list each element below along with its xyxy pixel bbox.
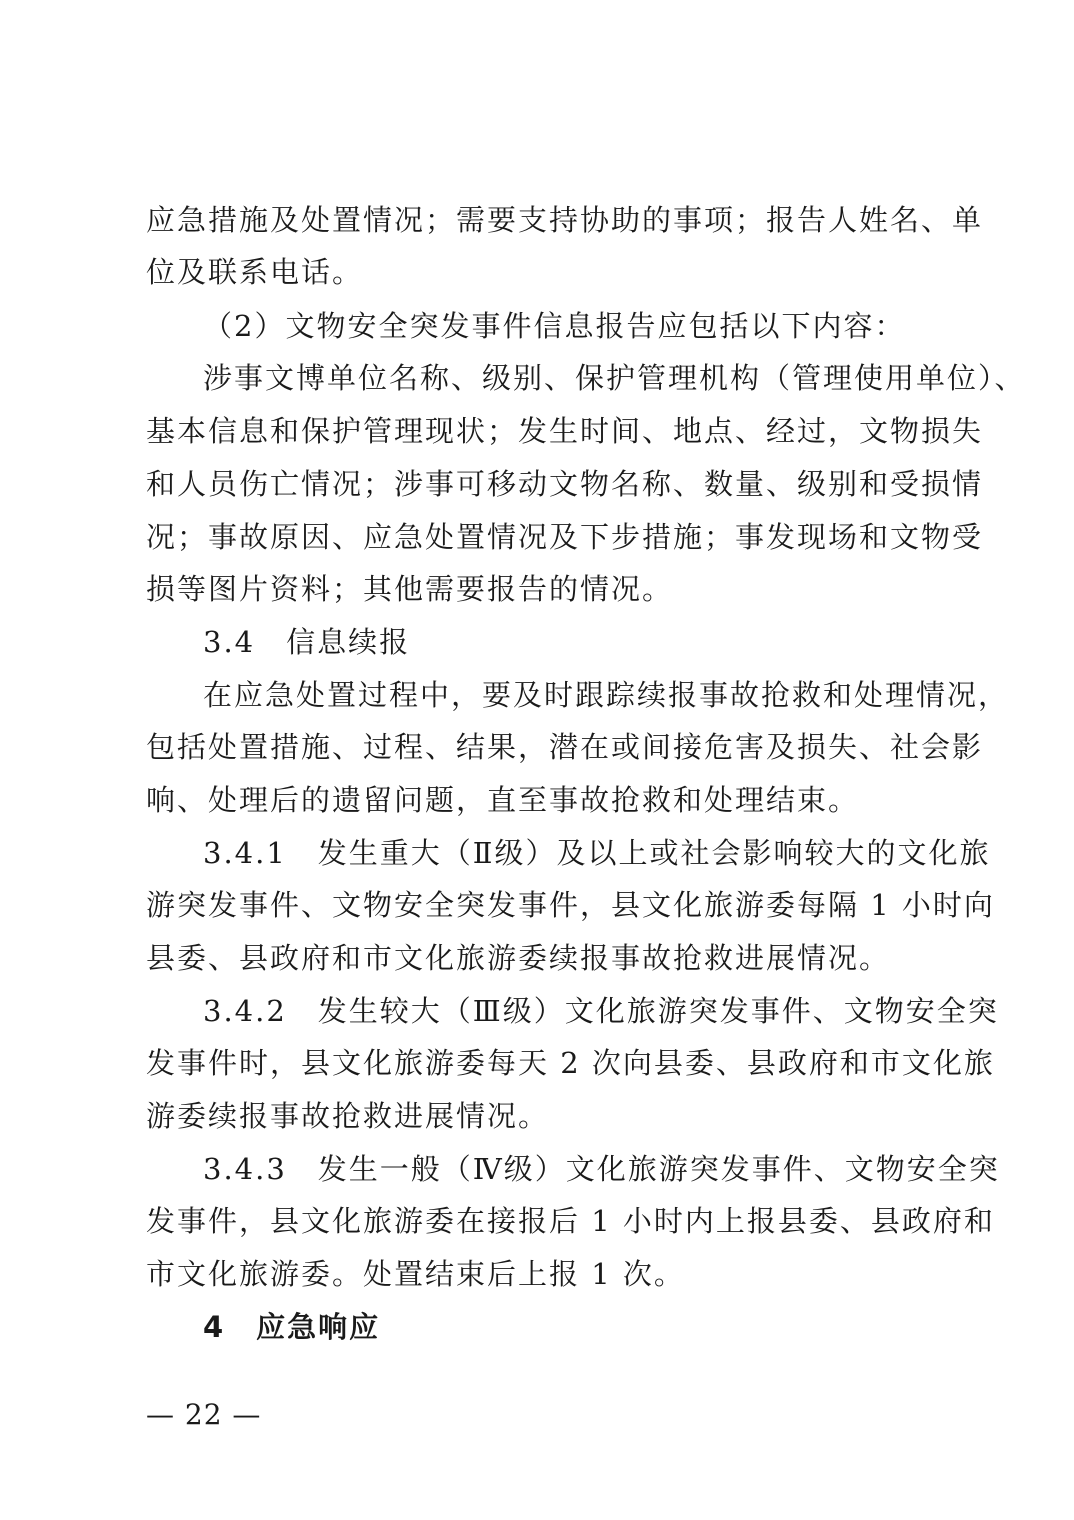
- paragraph-line: 市文化旅游委。处置结束后上报 1 次。: [146, 1257, 685, 1291]
- paragraph-line: 游委续报事故抢救进展情况。: [146, 1099, 550, 1133]
- paragraph-line: 况；事故原因、应急处置情况及下步措施；事发现场和文物受: [146, 520, 984, 554]
- paragraph-line: 响、处理后的遗留问题，直至事故抢救和处理结束。: [146, 783, 860, 817]
- paragraph-line: 游突发事件、文物安全突发事件，县文化旅游委每隔 1 小时向: [146, 888, 995, 922]
- paragraph-line: 基本信息和保护管理现状；发生时间、地点、经过，文物损失: [146, 414, 984, 448]
- paragraph-line: 在应急处置过程中，要及时跟踪续报事故抢救和处理情况，: [203, 678, 1010, 712]
- section-heading: 3.4 信息续报: [203, 625, 411, 659]
- paragraph-line: 3.4.2 发生较大（Ⅲ级）文化旅游突发事件、文物安全突: [203, 994, 999, 1028]
- paragraph-line: 3.4.3 发生一般（Ⅳ级）文化旅游突发事件、文物安全突: [203, 1152, 1000, 1186]
- paragraph-line: 发事件时，县文化旅游委每天 2 次向县委、县政府和市文化旅: [146, 1046, 995, 1080]
- paragraph-line: 包括处置措施、过程、结果，潜在或间接危害及损失、社会影: [146, 730, 984, 764]
- page-number: — 22 —: [146, 1398, 262, 1431]
- paragraph-line: 应急措施及处置情况；需要支持协助的事项；报告人姓名、单: [146, 203, 984, 237]
- chapter-heading: 4 应急响应: [203, 1310, 381, 1344]
- paragraph-line: 损等图片资料；其他需要报告的情况。: [146, 572, 674, 606]
- item-heading: （2）文物安全突发事件信息报告应包括以下内容：: [203, 309, 906, 343]
- paragraph-line: 位及联系电话。: [146, 255, 364, 289]
- paragraph-line: 发事件，县文化旅游委在接报后 1 小时内上报县委、县政府和: [146, 1204, 995, 1238]
- paragraph-line: 和人员伤亡情况；涉事可移动文物名称、数量、级别和受损情: [146, 467, 984, 501]
- paragraph-line: 涉事文博单位名称、级别、保护管理机构（管理使用单位）、: [203, 361, 1026, 395]
- paragraph-line: 3.4.1 发生重大（Ⅱ级）及以上或社会影响较大的文化旅: [203, 836, 991, 870]
- paragraph-line: 县委、县政府和市文化旅游委续报事故抢救进展情况。: [146, 941, 891, 975]
